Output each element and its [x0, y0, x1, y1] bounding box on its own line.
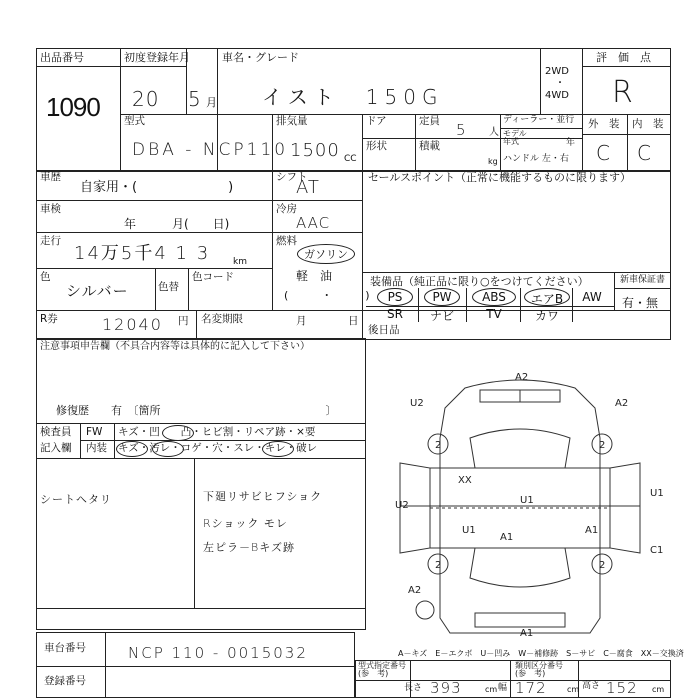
car-name: イスト 150G	[262, 85, 444, 109]
equip-pw: PW	[432, 290, 452, 304]
first-reg-month: 5	[188, 87, 202, 111]
drive-2wd: 2WD	[545, 66, 569, 77]
mark-front-right-a2: A2	[615, 398, 629, 409]
mileage-label: 走行	[40, 235, 61, 247]
kg-unit: kg	[488, 157, 498, 166]
ac-label: 冷房	[276, 203, 297, 215]
color-value: シルバー	[66, 282, 129, 300]
recycle-value: 12040	[102, 315, 163, 334]
interior-circle-1	[116, 441, 148, 457]
mark-wheel-rr: 2	[599, 560, 606, 571]
shape-label: 形状	[366, 140, 387, 152]
mark-rear-a1: A1	[500, 532, 514, 543]
first-reg-label: 初度登録年月	[124, 51, 190, 64]
int-label: 内 装	[632, 118, 664, 130]
inspector-label: 検査員	[40, 426, 72, 438]
entry-label: 記入欄	[40, 442, 72, 454]
equip-tv: TV	[486, 307, 502, 321]
interior-circle-3	[262, 441, 294, 457]
fuel-other: ( ・ )	[284, 289, 370, 302]
repair-label: 修復歴 有 〔箇所 〕	[56, 404, 337, 417]
memo-right-3: 左ピラ－Bキズ跡	[203, 541, 295, 554]
lot-label: 出品番号	[40, 51, 84, 64]
notes-label: 注意事項申告欄（不具合内容等は具体的に記入して下さい）	[40, 341, 310, 352]
height-unit: cm	[652, 685, 665, 694]
year-unit: 年	[566, 138, 576, 148]
equip-label: 装備品（純正品に限り○をつけてください）	[370, 275, 589, 288]
car-diagram	[370, 368, 670, 650]
mark-center-u1: U1	[520, 495, 534, 506]
mark-door-a1: A1	[585, 525, 599, 536]
fuel-light: 軽 油	[296, 269, 333, 283]
width-unit: cm	[567, 685, 580, 694]
chassis-value: NCP 110 - 0015032	[128, 644, 308, 662]
interior-items: キズ・汚レ・コゲ・穴・スレ・キレ・破レ	[118, 442, 318, 454]
mark-rear-c1: C1	[650, 545, 664, 556]
interior-label: 内装	[86, 442, 107, 454]
mark-rear-bumper-a1: A1	[520, 628, 534, 639]
capacity-value: 5	[456, 121, 467, 139]
equip-aw: AW	[582, 290, 602, 304]
width-value: 172	[515, 679, 547, 697]
legend: A－キズ E－エクボ U－凹み W－補修跡 S－サビ C－腐食 XX－交換済	[398, 649, 684, 658]
history-value: 自家用・( )	[80, 180, 234, 195]
right-side	[610, 463, 640, 553]
ext-score: C	[596, 141, 611, 165]
height-value: 152	[606, 679, 638, 697]
inspection-label: 車検	[40, 203, 61, 215]
equip-sr: SR	[387, 307, 403, 321]
disp-value: 1500	[290, 140, 340, 161]
sales-label: セールスポイント（正常に機能するものに限ります）	[368, 171, 632, 184]
ext-label: 外 装	[588, 118, 620, 130]
equip-airbag: エアB	[530, 292, 564, 306]
mark-spare-a2: A2	[408, 585, 422, 596]
int-score: C	[637, 141, 652, 165]
length-value: 393	[430, 679, 462, 697]
fw-items: キズ・凹 凸・ヒビ割・リペア跡・×要	[118, 426, 316, 438]
equip-abs: ABS	[482, 290, 506, 304]
memo-left: シートヘタリ	[40, 493, 112, 506]
mileage-value: 14万5千4 1 3	[74, 243, 211, 264]
handle-label: ハンドル 左・右	[503, 154, 569, 164]
month-unit: 月	[206, 96, 217, 109]
mark-wheel-fl: 2	[435, 440, 442, 451]
name-change-month: 月	[296, 315, 307, 327]
score-label: 評 価 点	[596, 51, 651, 64]
color-change-label: 色替	[158, 281, 179, 293]
notes-frame	[36, 338, 366, 630]
windshield-outline	[470, 429, 570, 468]
chassis-label: 車台番号	[44, 642, 86, 654]
mark-hood-xx: XX	[458, 475, 472, 486]
fuel-label: 燃料	[276, 235, 297, 247]
spec-num-label: 型式指定番号 (参 考)	[358, 661, 406, 678]
mark-left-u2: U2	[395, 500, 409, 511]
seat-label: 後日品	[368, 324, 400, 336]
class-num-label: 類別区分番号 (参 考)	[515, 661, 563, 678]
drive-dot: ・	[555, 78, 565, 89]
rear-window-outline	[470, 548, 570, 587]
mark-wheel-fr: 2	[599, 440, 606, 451]
warranty-value: 有・無	[622, 296, 659, 310]
mark-right-u1: U1	[650, 488, 664, 499]
inspection-value: 年 月( 日)	[124, 217, 230, 231]
fuel-gas: ガソリン	[304, 248, 348, 261]
name-change-day: 日	[348, 315, 359, 327]
length-unit: cm	[485, 685, 498, 694]
ac-value: AAC	[296, 214, 331, 232]
fw-label: FW	[86, 426, 103, 438]
mark-front-a2: A2	[515, 372, 529, 383]
mark-wheel-rl: 2	[435, 560, 442, 571]
spare-tire	[416, 601, 434, 619]
door-label: ドア	[366, 115, 387, 127]
mark-front-left-u2: U2	[410, 398, 424, 409]
disp-unit: CC	[344, 154, 357, 164]
car-name-label: 車名・グレード	[222, 51, 299, 64]
name-change-label: 名変期限	[201, 313, 243, 325]
dealer-label: ディーラー・並行	[503, 115, 575, 125]
height-label: 高さ	[582, 681, 601, 691]
recycle-label: R券	[40, 313, 58, 325]
memo-right-1: 下廻リサビヒフショク	[203, 490, 323, 503]
mark-door-u1: U1	[462, 525, 476, 536]
lot-number: 1090	[46, 92, 100, 122]
model-label: 型式	[124, 115, 145, 127]
shift-label: シフト	[276, 171, 308, 183]
drive-4wd: 4WD	[545, 90, 569, 101]
fw-circle-1	[162, 425, 194, 441]
equip-navi: ナビ	[429, 309, 454, 323]
model-year-label: モデル 年式	[503, 129, 527, 146]
memo-right-2: Rショック モレ	[203, 517, 288, 530]
reg-label: 登録番号	[44, 675, 86, 687]
disp-label: 排気量	[276, 115, 308, 127]
first-reg-year: 20	[132, 87, 160, 111]
yen-unit: 円	[178, 315, 189, 327]
history-label: 車歴	[40, 171, 61, 183]
capacity-label: 定員	[419, 115, 440, 127]
interior-circle-2	[152, 441, 184, 457]
capacity-unit: 人	[489, 127, 499, 138]
km-unit: km	[233, 257, 247, 267]
width-label: 幅	[498, 683, 508, 693]
warranty-label: 新車保証書	[620, 275, 666, 285]
model-value: DBA - NCP110	[132, 140, 289, 160]
color-label: 色	[40, 271, 51, 283]
equip-ps: PS	[387, 290, 403, 304]
load-label: 積載	[419, 140, 440, 152]
color-code-label: 色コード	[192, 271, 234, 283]
length-label: 長さ	[404, 683, 423, 693]
equip-leather: カワ	[534, 309, 559, 323]
score-value: R	[612, 75, 634, 110]
shift-value: AT	[296, 177, 320, 198]
rear-bumper	[475, 613, 565, 627]
